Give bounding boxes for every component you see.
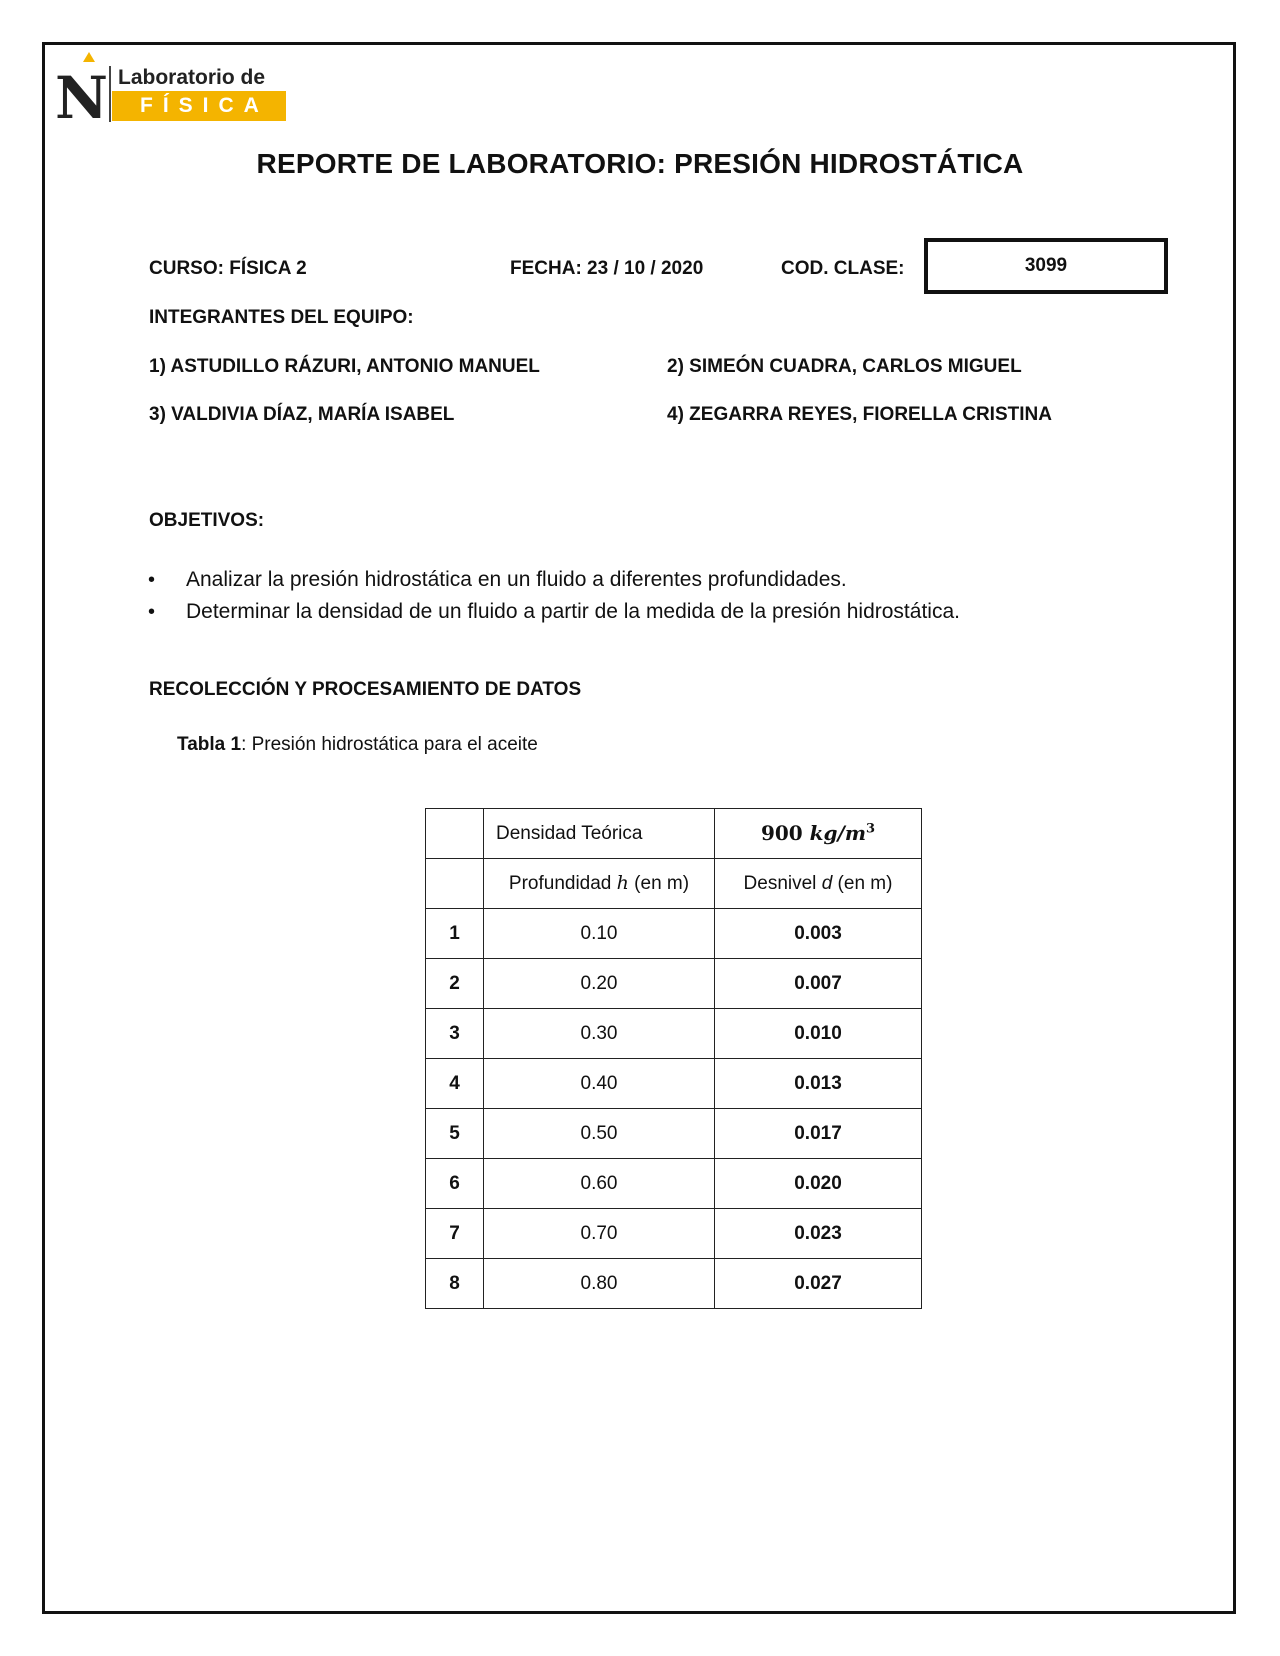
profundidad-cell: 0.30 <box>484 1009 715 1059</box>
profundidad-cell: 0.20 <box>484 959 715 1009</box>
logo-divider <box>109 66 111 122</box>
desnivel-cell: 0.003 <box>715 909 922 959</box>
table-header-row <box>426 809 922 859</box>
member-3: 3) VALDIVIA DÍAZ, MARÍA ISABEL <box>149 404 455 425</box>
profundidad-cell: 0.50 <box>484 1109 715 1159</box>
table-row <box>426 909 922 959</box>
table-cell-empty <box>426 809 484 859</box>
caption-label: Tabla 1 <box>177 734 242 755</box>
cod-clase-value: 3099 <box>1024 255 1068 276</box>
col2-pre: Desnivel <box>743 872 822 894</box>
table-row <box>426 1159 922 1209</box>
table-row <box>426 959 922 1009</box>
table-row <box>426 1109 922 1159</box>
desnivel-cell: 0.027 <box>715 1259 922 1309</box>
desnivel-cell: 0.013 <box>715 1059 922 1109</box>
fecha-label: FECHA: 23 / 10 / 2020 <box>510 258 704 279</box>
col2-post: (en m) <box>832 872 893 894</box>
objetivos-heading: OBJETIVOS: <box>149 510 265 531</box>
logo-text-laboratorio: Laboratorio de <box>118 66 266 89</box>
desnivel-cell: 0.010 <box>715 1009 922 1059</box>
row-number-cell: 7 <box>426 1209 484 1259</box>
table-row <box>426 1009 922 1059</box>
table-row <box>426 1209 922 1259</box>
integrantes-label: INTEGRANTES DEL EQUIPO: <box>149 307 414 328</box>
cod-clase-label: COD. CLASE: <box>781 258 905 279</box>
objetivos-list <box>148 564 960 628</box>
col1-var: h <box>616 872 629 894</box>
row-number-cell: 3 <box>426 1009 484 1059</box>
density-unit-exponent: 3 <box>865 821 876 837</box>
list-item: • Determinar la densidad de un fluido a partir de la medida de la presión hidrostática. <box>148 596 960 628</box>
logo-band <box>112 91 286 121</box>
row-number-cell: 5 <box>426 1109 484 1159</box>
column-header-desnivel <box>715 859 922 909</box>
col2-var: d <box>821 872 833 894</box>
density-label-cell: Densidad Teórica <box>484 809 715 859</box>
desnivel-cell: 0.017 <box>715 1109 922 1159</box>
page-title: REPORTE DE LABORATORIO: PRESIÓN HIDROSTÁTICA <box>256 148 1024 179</box>
caption-text: : Presión hidrostática para el aceite <box>241 734 538 755</box>
row-number-cell: 2 <box>426 959 484 1009</box>
column-header-profundidad <box>484 859 715 909</box>
table-header-row <box>426 859 922 909</box>
density-value: 900 <box>760 821 803 845</box>
profundidad-cell: 0.70 <box>484 1209 715 1259</box>
member-1: 1) ASTUDILLO RÁZURI, ANTONIO MANUEL <box>149 356 540 377</box>
col1-pre: Profundidad <box>508 873 617 894</box>
datos-heading: RECOLECCIÓN Y PROCESAMIENTO DE DATOS <box>149 679 582 700</box>
col1-post: (en m) <box>628 873 690 894</box>
table-row <box>426 1059 922 1109</box>
n-logo-icon <box>55 52 115 124</box>
density-unit: kg/m <box>809 821 866 845</box>
logo-text-fisica: FÍSICA <box>140 94 269 117</box>
profundidad-cell: 0.80 <box>484 1259 715 1309</box>
desnivel-cell: 0.020 <box>715 1159 922 1209</box>
curso-label: CURSO: FÍSICA 2 <box>149 258 307 279</box>
row-number-cell: 4 <box>426 1059 484 1109</box>
data-table <box>425 808 922 1309</box>
profundidad-cell: 0.60 <box>484 1159 715 1209</box>
table-caption <box>177 734 538 756</box>
list-item: • Analizar la presión hidrostática en un fluido a diferentes profundidades. <box>148 564 960 596</box>
member-4: 4) ZEGARRA REYES, FIORELLA CRISTINA <box>667 404 1052 425</box>
row-number-cell: 6 <box>426 1159 484 1209</box>
table-cell-empty <box>426 859 484 909</box>
svg-text:N: N <box>55 64 109 124</box>
profundidad-cell: 0.40 <box>484 1059 715 1109</box>
desnivel-cell: 0.007 <box>715 959 922 1009</box>
desnivel-cell: 0.023 <box>715 1209 922 1259</box>
density-value-cell <box>715 809 922 859</box>
row-number-cell: 1 <box>426 909 484 959</box>
cod-clase-box <box>924 238 1168 294</box>
profundidad-cell: 0.10 <box>484 909 715 959</box>
member-2: 2) SIMEÓN CUADRA, CARLOS MIGUEL <box>667 356 1022 377</box>
table-row <box>426 1259 922 1309</box>
row-number-cell: 8 <box>426 1259 484 1309</box>
